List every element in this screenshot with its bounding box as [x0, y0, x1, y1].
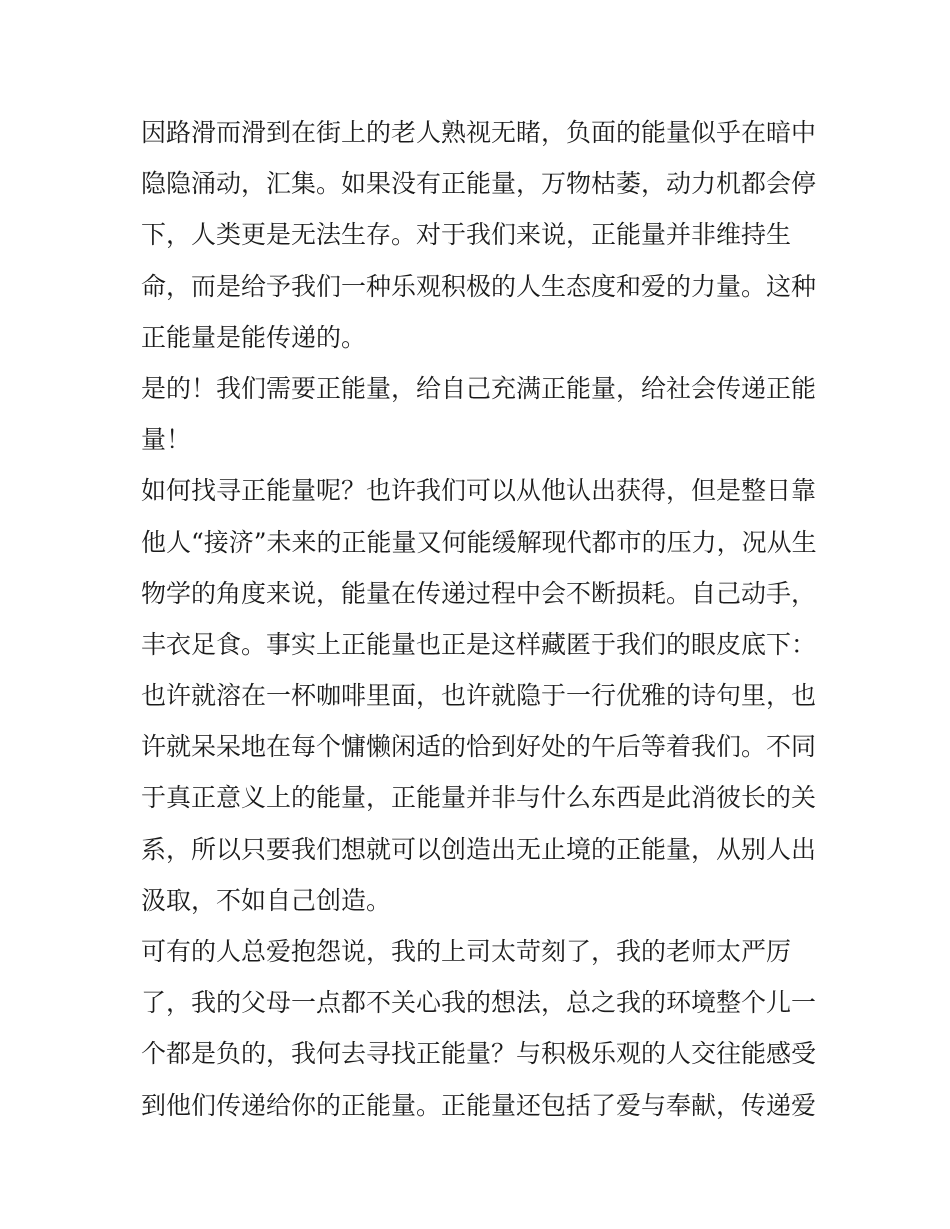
text-line: 个都是负的，我何去寻找正能量？与积极乐观的人交往能感受 [141, 1039, 817, 1069]
text-line: 因路滑而滑到在街上的老人熟视无睹，负面的能量似乎在暗中 [141, 118, 817, 147]
text-line: 到他们传递给你的正能量。正能量还包括了爱与奉献，传递爱 [141, 1090, 817, 1120]
text-line: 物学的角度来说，能量在传递过程中会不断损耗。自己动手， [141, 578, 817, 608]
document-body-text [141, 107, 817, 1131]
text-line: 正能量是能传递的。 [141, 322, 367, 352]
text-line: 量！ [141, 425, 192, 455]
text-line: 汲取，不如自己创造。 [141, 885, 392, 915]
text-line: 也许就溶在一杯咖啡里面，也许就隐于一行优雅的诗句里，也 [141, 681, 817, 711]
text-line: 如何找寻正能量呢？也许我们可以从他认出获得，但是整日靠 [141, 476, 817, 506]
text-line: 许就呆呆地在每个慵懒闲适的恰到好处的午后等着我们。不同 [141, 732, 817, 762]
text-line: 系，所以只要我们想就可以创造出无止境的正能量，从别人出 [141, 834, 817, 864]
text-line: 可有的人总爱抱怨说，我的上司太苛刻了，我的老师太严厉 [141, 937, 792, 966]
text-line: 于真正意义上的能量，正能量并非与什么东西是此消彼长的关 [141, 783, 817, 813]
text-line: 命，而是给予我们一种乐观积极的人生态度和爱的力量。这种 [141, 271, 817, 301]
text-line: 下，人类更是无法生存。对于我们来说，正能量并非维持生 [141, 220, 792, 250]
text-line: 隐隐涌动，汇集。如果没有正能量，万物枯萎，动力机都会停 [141, 169, 817, 199]
text-line: 他人“接济”未来的正能量又何能缓解现代都市的压力，况从生 [141, 527, 817, 557]
text-line: 是的！我们需要正能量，给自己充满正能量，给社会传递正能 [141, 373, 817, 403]
text-line: 了，我的父母一点都不关心我的想法，总之我的环境整个儿一 [141, 988, 817, 1018]
text-line: 丰衣足食。事实上正能量也正是这样藏匿于我们的眼皮底下： [141, 629, 817, 659]
